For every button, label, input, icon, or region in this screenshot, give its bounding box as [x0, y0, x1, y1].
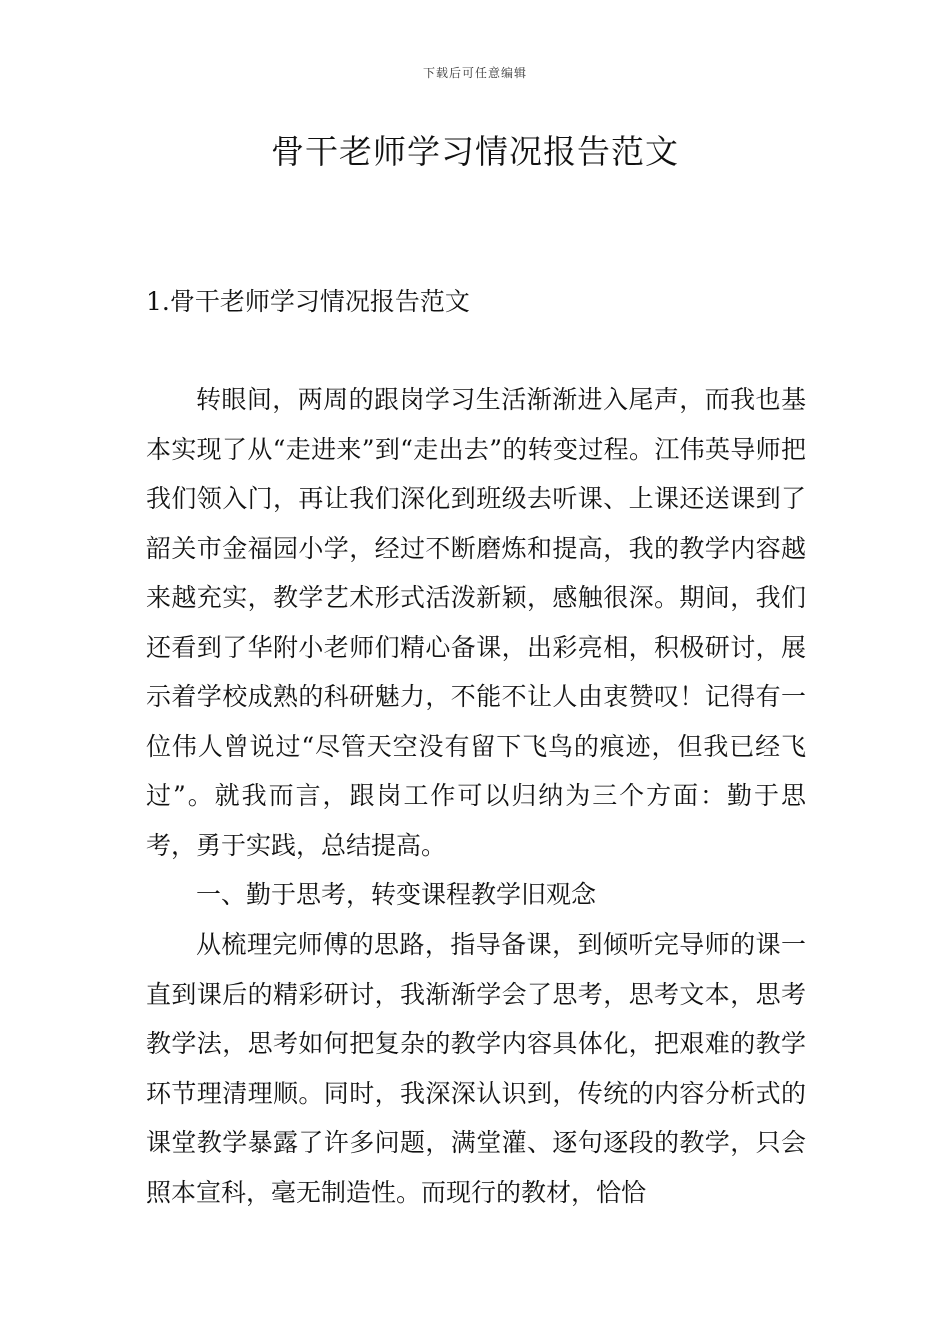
body-paragraph: 转眼间，两周的跟岗学习生活渐渐进入尾声，而我也基本实现了从“走进来”到“走出去”的转变过程。江伟英导师把我们领入门，再让我们深化到班级去听课、上课还送课到了韶关市金福园小学，经过不断磨炼和提高，我的教学内容越来越充实，教学艺术形式活泼新颖，感触很深。期间，我们还看到了华附小老师们精心备课，出彩亮相，积极研讨，展示着学校成熟的科研魅力，不能不让人由衷赞叹！记得有一位伟人曾说过“尽管天空没有留下飞鸟的痕迹，但我已经飞过”。就我而言，跟岗工作可以归纳为三个方面：勤于思考，勇于实践，总结提高。 [146, 385, 806, 860]
section-heading: 1.骨干老师学习情况报告范文 [146, 287, 470, 316]
document-title: 骨干老师学习情况报告范文 [271, 132, 679, 171]
header-note: 下载后可任意编辑 [422, 66, 527, 80]
body-paragraph: 从梳理完师傅的思路，指导备课，到倾听完导师的课一直到课后的精彩研讨，我渐渐学会了思考，思考文本，思考教学法，思考如何把复杂的教学内容具体化，把艰难的教学环节理清理顺。同时，我深深认识到，传统的内容分析式的课堂教学暴露了许多问题，满堂灌、逐句逐段的教学，只会照本宣科，毫无制造性。而现行的教材，恰恰 [146, 930, 806, 1207]
subsection-heading: 一、勤于思考，转变课程教学旧观念 [196, 880, 597, 909]
